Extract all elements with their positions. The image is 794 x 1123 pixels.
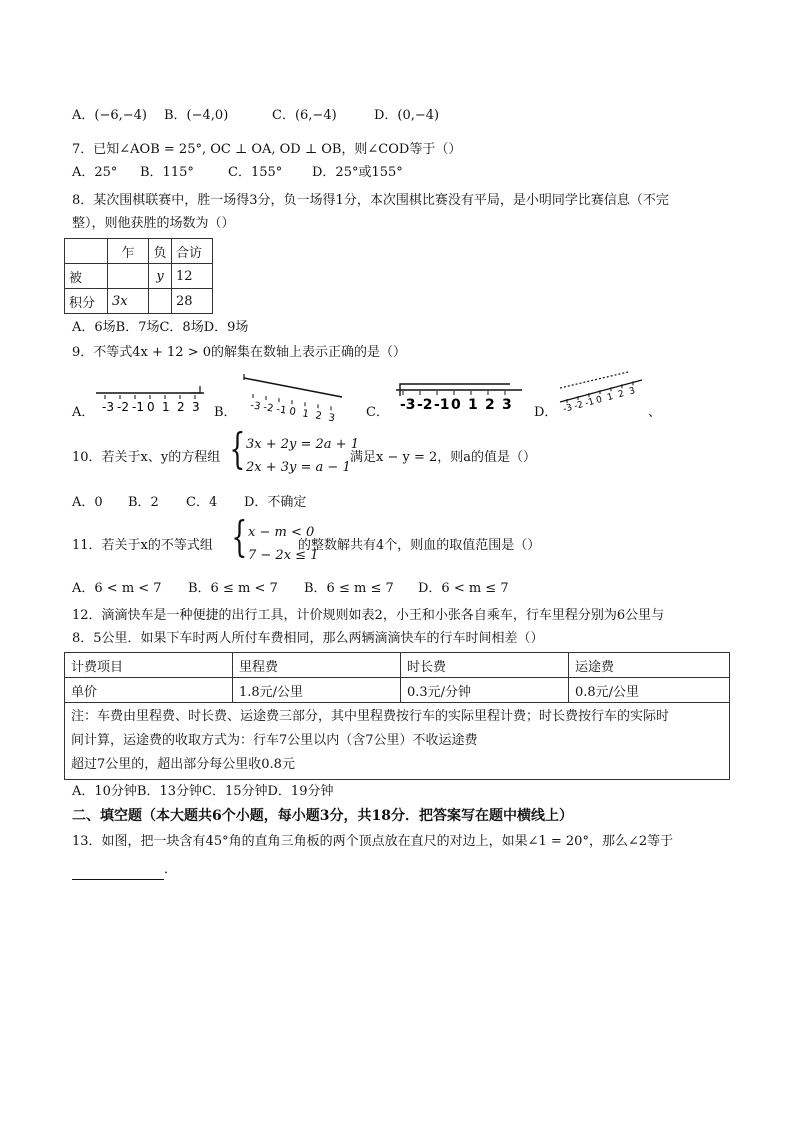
q8-options: A．6场B．7场C．8场D．9场	[72, 320, 249, 335]
table-cell: 0.3元/分钟	[401, 678, 569, 703]
table-row	[65, 264, 213, 289]
tick-label: 1	[301, 408, 310, 421]
table-cell: 积分	[65, 289, 108, 314]
table-header: 时长费	[401, 653, 569, 678]
table-cell: 0.8元/公里	[569, 678, 730, 703]
table-cell: 12	[172, 264, 213, 289]
q11-option-a: A．6 < m < 7	[72, 581, 162, 596]
tick-label: 3	[327, 412, 336, 425]
table-cell: 被	[65, 264, 108, 289]
q9-numberline-c	[392, 378, 528, 418]
table-header: 计费项目	[65, 653, 233, 678]
table-row	[65, 703, 730, 780]
q9-numberline-a	[92, 384, 212, 418]
q7-stem: 7．已知∠AOB = 25°, OC ⊥ OA, OD ⊥ OB，则∠COD等于（）	[72, 142, 462, 157]
q11-eq-2: 7 − 2x ≤ 1	[248, 548, 319, 563]
tick-label: 2	[314, 410, 323, 423]
table-cell	[108, 264, 149, 289]
table-note	[65, 703, 730, 780]
q10-option-c: C．4	[186, 495, 218, 510]
q7-option-c: C．155°	[228, 165, 283, 180]
q8-table	[64, 238, 213, 314]
q13-stem: 13．如图，把一块含有45°角的直角三角板的两个顶点放在直尺的对边上，如果∠1 = 20°，那么∠2等于	[72, 834, 674, 849]
tick-label: -1	[132, 400, 144, 414]
tick-label: -2	[117, 400, 129, 414]
tick-label: 0	[288, 406, 297, 419]
q11-option-b: B．6 ≤ m < 7	[188, 581, 278, 596]
q11-eq-1: x − m < 0	[248, 525, 315, 540]
q10-suffix: 满足x − y = 2，则a的值是（）	[350, 450, 537, 465]
q10-option-d: D．不确定	[244, 495, 307, 510]
table-cell: 乍	[108, 239, 149, 264]
q8-stem-1: 8．某次围棋联赛中，胜一场得3分，负一场得1分，本次围棋比赛没有平局，是小明同学比赛信息（不完	[72, 193, 669, 208]
q9-numberline-d	[556, 368, 652, 414]
tick-label: 3	[192, 400, 200, 414]
q12-stem-1: 12．滴滴快车是一种便捷的出行工具，计价规则如表2，小王和小张各自乘车，行车里程分别为6公里与	[72, 608, 665, 623]
tick-label: 2	[177, 400, 185, 414]
tick-label: 2	[617, 389, 626, 401]
note-line-2: 间计算，运途费的收取方式为：行车7公里以内（含7公里）不收运途费	[71, 733, 478, 748]
q9-tail: 、	[648, 405, 662, 420]
q11-prefix: 11．若关于x的不等式组	[72, 538, 213, 553]
q13-end: ．	[164, 862, 178, 877]
q9-label-a: A．	[72, 405, 95, 420]
q12-fee-table	[64, 652, 730, 780]
table-row	[65, 653, 730, 678]
table-cell: 负	[149, 239, 172, 264]
tick-label: 0	[595, 394, 604, 407]
tick-label: 1	[606, 391, 615, 404]
table-header: 运途费	[569, 653, 730, 678]
q11-option-c: B．6 ≤ m ≤ 7	[304, 581, 394, 596]
q11-brace: {	[231, 512, 248, 561]
tick-label: 3	[628, 386, 637, 398]
table-header: 里程费	[233, 653, 401, 678]
note-line-1: 注：车费由里程费、时长费、运途费三部分，其中里程费按行车的实际里程计费；时长费按行车的实际时	[71, 709, 670, 724]
tick-label: -2	[417, 397, 433, 413]
section-heading: 二、填空题（本大题共6个小题，每小题3分，共18分．把答案写在题中横线上）	[72, 808, 573, 824]
q6-option-b: B．(−4,0)	[164, 108, 229, 123]
q6-option-c: C．(6,−4)	[272, 108, 337, 123]
q10-prefix: 10．若关于x、y的方程组	[72, 450, 221, 465]
tick-label: -1	[584, 397, 596, 410]
tick-label: 2	[485, 397, 495, 413]
q9-stem: 9．不等式4x + 12 > 0的解集在数轴上表示正确的是（）	[72, 345, 407, 360]
table-cell: 单价	[65, 678, 233, 703]
q10-option-b: B．2	[128, 495, 159, 510]
q11-suffix: 的整数解共有4个，则血的取值范围是（）	[298, 538, 541, 553]
table-cell	[149, 289, 172, 314]
q10-eq-2: 2x + 3y = a − 1	[246, 460, 351, 475]
q13-answer-line	[72, 860, 177, 880]
table-cell: 合访	[172, 239, 213, 264]
q7-option-a: A．25°	[72, 165, 118, 180]
note-line-3: 超过7公里的，超出部分每公里收0.8元	[71, 757, 295, 772]
q7-option-d: D．25°或155°	[312, 165, 403, 180]
tick-label: 1	[162, 400, 170, 414]
q6-options	[72, 106, 439, 126]
q8-stem-2: 整），则他获胜的场数为（）	[72, 216, 235, 231]
q10-eq-1: 3x + 2y = 2a + 1	[246, 437, 359, 452]
table-cell	[65, 239, 108, 264]
tick-label: 3	[502, 397, 512, 413]
q9-label-d: D．	[534, 405, 558, 420]
table-cell: 3x	[108, 289, 149, 314]
q9-numberline-b	[240, 370, 350, 425]
q11-options	[72, 579, 509, 599]
tick-label: -2	[573, 399, 585, 412]
q7-options	[72, 163, 403, 183]
tick-label: -3	[102, 400, 114, 414]
q6-option-a: A．(−6,−4)	[72, 108, 147, 123]
table-cell: y	[149, 264, 172, 289]
tick-label: -1	[275, 404, 288, 417]
tick-label: -2	[262, 402, 275, 415]
q7-option-b: B．115°	[140, 165, 194, 180]
q10-options	[72, 493, 306, 513]
table-row	[65, 678, 730, 703]
tick-label: -3	[249, 400, 262, 413]
q10-brace: {	[229, 424, 246, 473]
q9-label-c: C．	[366, 405, 389, 420]
tick-label: 0	[451, 397, 461, 413]
tick-label: 1	[468, 397, 478, 413]
tick-label: -3	[562, 402, 574, 415]
q10-option-a: A．0	[72, 495, 103, 510]
q12-stem-2: 8．5公里．如果下车时两人所付车费相同，那么两辆滴滴快车的行车时间相差（）	[72, 631, 544, 646]
tick-label: -3	[400, 397, 416, 413]
tick-label: 0	[147, 400, 155, 414]
answer-blank[interactable]	[72, 865, 164, 880]
q12-options: A．10分钟B．13分钟C．15分钟D．19分钟	[72, 784, 334, 799]
table-cell: 28	[172, 289, 213, 314]
table-row	[65, 239, 213, 264]
tick-label: -1	[434, 397, 450, 413]
table-cell: 1.8元/公里	[233, 678, 401, 703]
q11-option-d: D．6 < m ≤ 7	[418, 581, 509, 596]
q9-label-b: B．	[214, 405, 237, 420]
table-row	[65, 289, 213, 314]
q6-option-d: D．(0,−4)	[374, 108, 440, 123]
